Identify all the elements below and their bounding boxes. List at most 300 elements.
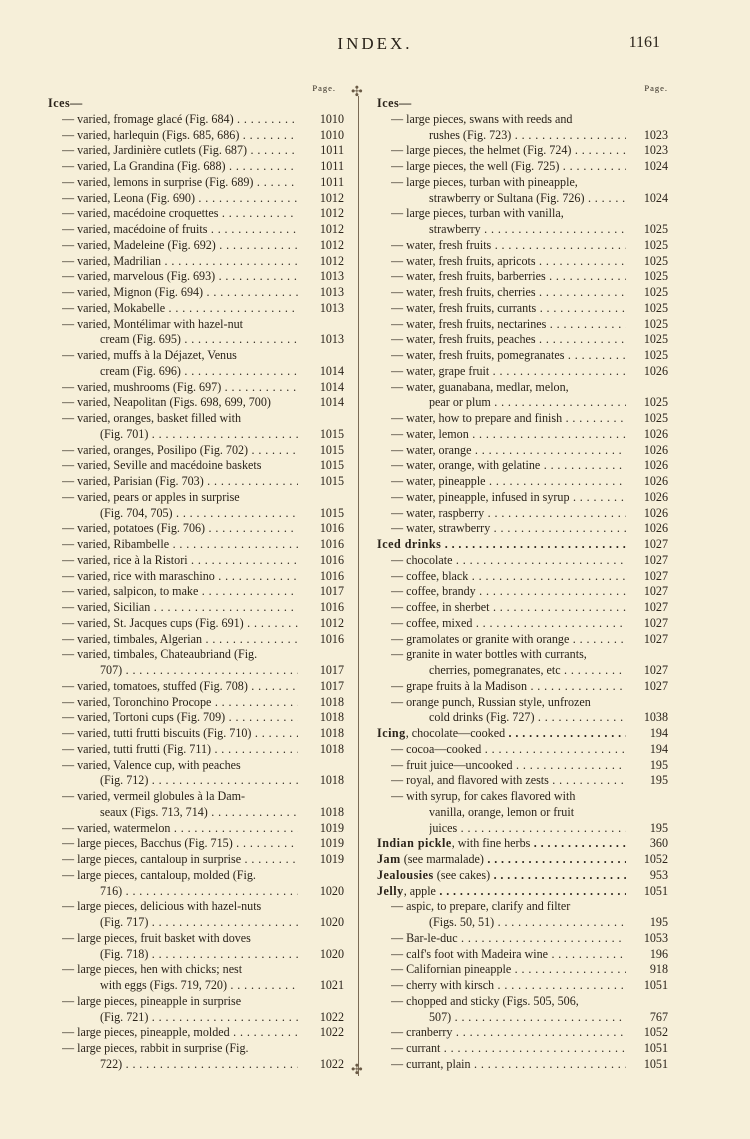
entry-page: 195: [649, 915, 668, 929]
entry-page: 1025: [643, 269, 668, 284]
index-entry: [48, 773, 344, 789]
entry-text: [391, 269, 626, 285]
entry-text: [391, 285, 626, 301]
index-entry: [377, 411, 668, 427]
entry-page: 196: [649, 946, 668, 961]
index-entry: [48, 1041, 344, 1057]
entry-heading: — varied, harlequin (Figs. 685, 686): [62, 127, 240, 142]
entry-text: [391, 506, 626, 522]
entry-text: [62, 1041, 298, 1057]
entry-text: [391, 742, 626, 758]
entry-text: [100, 427, 298, 443]
entry-text: [62, 348, 298, 364]
index-entry: [377, 269, 668, 285]
entry-heading: — varied, vermeil globules à la Dam-: [62, 789, 246, 803]
index-entry: [48, 96, 344, 112]
entry-text: [62, 899, 298, 915]
entry-page: 1026: [643, 363, 668, 378]
entry-text: [391, 632, 626, 648]
entry-text: [391, 962, 626, 978]
entry-text: [62, 600, 298, 616]
entry-page: 1027: [643, 552, 668, 567]
index-entry: [48, 758, 344, 774]
entry-page: 1027: [643, 537, 668, 551]
index-entry: [377, 600, 668, 616]
index-entry: [377, 632, 668, 648]
index-entry: [48, 348, 344, 364]
entry-page: 1015: [319, 458, 344, 473]
entry-page: 918: [649, 962, 668, 977]
entry-page: 1010: [319, 127, 344, 142]
entry-heading: cold drinks (Fig. 727): [429, 710, 535, 725]
entry-text: [62, 380, 298, 396]
entry-page: 1019: [319, 836, 344, 851]
entry-text: [62, 821, 298, 837]
entry-heading: Jealousies: [377, 867, 434, 882]
entry-heading: — varied, timbales, Algerian: [62, 631, 203, 646]
index-entry: [48, 143, 344, 159]
entry-page: 1027: [643, 663, 668, 677]
page-number: 1161: [628, 34, 660, 51]
index-entry: [48, 222, 344, 238]
entry-text: [62, 679, 298, 695]
entry-heading: Indian pickle: [377, 836, 452, 851]
entry-heading: 507): [429, 1009, 452, 1024]
index-entry: [377, 222, 668, 238]
index-entry: [377, 647, 668, 663]
entry-heading: — large pieces, swans with reeds and: [391, 111, 573, 126]
entry-text: [391, 994, 626, 1010]
entry-heading: — orange punch, Russian style, unfrozen: [391, 694, 591, 709]
left-page-column-header: Page.: [312, 83, 336, 93]
entry-page: 1014: [319, 379, 344, 394]
entry-page: 1022: [319, 1025, 344, 1040]
index-entry: [48, 364, 344, 380]
entry-page: 1015: [319, 474, 344, 488]
index-entry: [48, 994, 344, 1010]
entry-subtext: , apple: [403, 883, 436, 898]
entry-text: [100, 364, 298, 380]
entry-text: [100, 663, 298, 679]
index-entry: [48, 458, 344, 474]
index-entry: [48, 742, 344, 758]
entry-text: [377, 836, 626, 852]
entry-page: 1016: [319, 537, 344, 551]
entry-text: [62, 931, 298, 947]
entry-text: [62, 238, 298, 254]
entry-text: [391, 443, 626, 459]
entry-text: [62, 584, 298, 600]
index-entry: [48, 710, 344, 726]
entry-heading: — large pieces, turban with vanilla,: [391, 206, 564, 221]
entry-heading: — varied, Neapolitan (Figs. 698, 699, 700): [62, 395, 271, 410]
entry-heading: — large pieces, the helmet (Fig. 724): [391, 143, 572, 158]
entry-heading: — water, guanabana, medlar, melon,: [391, 379, 569, 394]
entry-page: 1025: [643, 300, 668, 315]
entry-text: [100, 332, 298, 348]
entry-heading: — water, fresh fruits, nectarines: [391, 316, 547, 331]
entry-page: 1025: [643, 395, 668, 410]
entry-heading: — water, raspberry: [391, 505, 485, 520]
entry-heading: — varied, fromage glacé (Fig. 684): [62, 111, 234, 126]
index-entry: [377, 301, 668, 317]
entry-text: [377, 96, 626, 112]
entry-heading: — varied, Madeleine (Fig. 692): [62, 237, 216, 252]
entry-text: [391, 254, 626, 270]
entry-heading: — varied, tutti frutti (Fig. 711): [62, 741, 212, 756]
entry-heading: pear or plum: [429, 395, 491, 410]
entry-text: [377, 537, 626, 553]
index-entry: [48, 380, 344, 396]
entry-text: [62, 994, 298, 1010]
entry-text: [100, 947, 298, 963]
entry-page: 1013: [319, 269, 344, 284]
entry-heading: — varied, Mokabelle: [62, 300, 166, 315]
entry-heading: — varied, Toronchino Procope: [62, 694, 212, 709]
entry-page: 1025: [643, 253, 668, 268]
entry-heading: — fruit juice—uncooked: [391, 757, 513, 772]
entry-heading: 707): [100, 663, 123, 677]
entry-page: 1014: [319, 395, 344, 410]
left-column: [48, 82, 344, 1073]
index-entry: [377, 742, 668, 758]
entry-subtext: , with fine herbs: [451, 836, 531, 851]
index-entry: [48, 301, 344, 317]
entry-heading: — cocoa—cooked: [391, 741, 482, 756]
entry-text: [377, 726, 626, 742]
entry-heading: — large pieces, fruit basket with doves: [62, 930, 251, 945]
entry-heading: Iced drinks: [377, 537, 442, 551]
entry-heading: — varied, pears or apples in surprise: [62, 489, 240, 504]
ornament-cross-icon: ✣: [351, 85, 363, 100]
entry-page: 1026: [643, 458, 668, 473]
entry-text: [429, 222, 626, 238]
index-entry: [377, 458, 668, 474]
page-header: [0, 34, 750, 60]
entry-text: [62, 443, 298, 459]
entry-heading: Jelly: [377, 883, 404, 898]
index-entry: [377, 805, 668, 821]
index-entry: [48, 490, 344, 506]
entry-text: [62, 285, 298, 301]
entry-text: [391, 931, 626, 947]
entry-heading: — coffee, brandy: [391, 584, 476, 599]
entry-heading: — large pieces, hen with chicks; nest: [62, 962, 243, 977]
entry-heading: — varied, mushrooms (Fig. 697): [62, 379, 222, 394]
entry-text: [62, 411, 298, 427]
index-entry: [48, 600, 344, 616]
index-entry: [377, 238, 668, 254]
entry-heading: — varied, watermelon: [62, 820, 171, 835]
entry-heading: — varied, potatoes (Fig. 706): [62, 521, 206, 536]
index-entry: [48, 191, 344, 207]
index-entry: [377, 443, 668, 459]
entry-heading: — varied, muffs à la Déjazet, Venus: [62, 348, 237, 362]
entry-text: [429, 395, 626, 411]
index-entry: [48, 663, 344, 679]
entry-page: 1025: [643, 316, 668, 331]
entry-heading: — large pieces, turban with pineapple,: [391, 174, 578, 189]
entry-page: 194: [649, 741, 668, 756]
entry-page: 1053: [643, 930, 668, 945]
entry-text: [62, 143, 298, 159]
entry-page: 1027: [643, 584, 668, 599]
entry-page: 1026: [643, 489, 668, 504]
entry-text: [429, 710, 626, 726]
entry-page: 1026: [643, 442, 668, 457]
entry-heading: — Bar-le-duc: [391, 930, 458, 945]
entry-text: [391, 143, 626, 159]
entry-heading: seaux (Figs. 713, 714): [100, 804, 208, 819]
entry-heading: — currant: [391, 1041, 441, 1055]
entry-heading: cream (Fig. 695): [100, 332, 181, 347]
index-entry: [48, 1057, 344, 1073]
index-entry: [48, 695, 344, 711]
entry-heading: — varied, salpicon, to make: [62, 584, 199, 599]
entry-text: [62, 710, 298, 726]
entry-text: [62, 474, 298, 490]
entry-page: 1027: [643, 631, 668, 646]
entry-heading: — varied, St. Jacques cups (Fig. 691): [62, 615, 244, 630]
index-entry: [377, 994, 668, 1010]
entry-page: 1020: [319, 915, 344, 929]
index-entry: [377, 521, 668, 537]
index-entry: [377, 726, 668, 742]
left-entries: [48, 96, 344, 1073]
entry-text: [48, 96, 298, 112]
entry-heading: — varied, macédoine croquettes: [62, 206, 219, 221]
index-entry: [377, 773, 668, 789]
entry-text: [391, 695, 626, 711]
entry-text: [62, 206, 298, 222]
index-entry: [48, 553, 344, 569]
entry-heading: Jam: [377, 852, 401, 866]
index-entry: [377, 553, 668, 569]
entry-heading: — varied, marvelous (Fig. 693): [62, 269, 216, 284]
index-entry: [48, 962, 344, 978]
entry-page: 1013: [319, 300, 344, 315]
right-entries: [377, 96, 668, 1073]
index-entry: [377, 474, 668, 490]
entry-page: 1019: [319, 852, 344, 866]
index-entry: [48, 427, 344, 443]
entry-text: [62, 301, 298, 317]
entry-text: [391, 238, 626, 254]
index-entry: [377, 191, 668, 207]
entry-page: 1051: [643, 1056, 668, 1071]
index-entry: [377, 254, 668, 270]
entry-page: 1016: [319, 631, 344, 646]
entry-page: 1025: [643, 237, 668, 252]
entry-heading: — coffee, black: [391, 568, 469, 583]
entry-text: [62, 191, 298, 207]
entry-text: [62, 254, 298, 270]
entry-heading: — varied, Valence cup, with peaches: [62, 757, 241, 772]
entry-text: [391, 679, 626, 695]
entry-text: [100, 884, 298, 900]
entry-text: [100, 805, 298, 821]
entry-text: [62, 537, 298, 553]
entry-subtext: , chocolate—cooked: [405, 726, 506, 740]
entry-text: [429, 821, 626, 837]
entry-text: [62, 742, 298, 758]
index-entry: [377, 899, 668, 915]
entry-heading: — varied, rice with maraschino: [62, 568, 215, 583]
index-entry: [377, 206, 668, 222]
index-entry: [48, 584, 344, 600]
entry-heading: (Fig. 721): [100, 1009, 149, 1024]
entry-heading: — varied, Jardinière cutlets (Fig. 687): [62, 143, 248, 158]
entry-heading: — varied, oranges, basket filled with: [62, 411, 242, 425]
entry-page: 1011: [320, 159, 344, 173]
column-divider: [358, 96, 359, 1076]
index-entry: [48, 789, 344, 805]
entry-heading: — varied, oranges, Posilipo (Fig. 702): [62, 442, 249, 457]
entry-page: 1026: [643, 474, 668, 488]
index-entry: [48, 852, 344, 868]
entry-page: 1018: [319, 710, 344, 725]
entry-text: [391, 112, 626, 128]
entry-heading: strawberry or Sultana (Fig. 726): [429, 190, 585, 205]
entry-heading: — water, strawberry: [391, 521, 491, 536]
entry-heading: — large pieces, cantaloup in surprise: [62, 852, 242, 866]
entry-page: 1051: [643, 1041, 668, 1055]
entry-page: 1018: [319, 773, 344, 788]
index-entry: [48, 112, 344, 128]
entry-heading: — aspic, to prepare, clarify and filter: [391, 899, 571, 914]
entry-text: [377, 884, 626, 900]
index-entry: [377, 915, 668, 931]
entry-heading: — varied, rice à la Ristori: [62, 552, 188, 567]
entry-text: [62, 836, 298, 852]
entry-text: [429, 191, 626, 207]
entry-text: [62, 458, 298, 474]
entry-text: [100, 978, 298, 994]
entry-page: 195: [649, 820, 668, 835]
entry-heading: — varied, macédoine of fruits: [62, 222, 208, 236]
index-entry: [48, 569, 344, 585]
entry-page: 1017: [319, 678, 344, 693]
index-entry: [377, 978, 668, 994]
entry-page: 1017: [319, 663, 344, 677]
entry-heading: — varied, tutti frutti biscuits (Fig. 710): [62, 726, 252, 740]
entry-text: [391, 1057, 626, 1073]
entry-page: 1017: [319, 584, 344, 599]
index-entry: [48, 159, 344, 175]
entry-heading: Ices—: [48, 96, 83, 110]
entry-heading: — varied, tomatoes, stuffed (Fig. 708): [62, 678, 248, 693]
index-entry: [48, 821, 344, 837]
index-entry: [48, 537, 344, 553]
index-entry: [48, 285, 344, 301]
entry-page: 1012: [319, 615, 344, 630]
entry-subtext: (see cakes): [433, 867, 491, 882]
index-entry: [377, 789, 668, 805]
entry-text: [100, 1057, 298, 1073]
index-entry: [48, 915, 344, 931]
entry-page: 194: [649, 726, 668, 740]
index-entry: [377, 868, 668, 884]
entry-page: 1022: [319, 1056, 344, 1071]
index-entry: [377, 884, 668, 900]
entry-heading: — water, pineapple: [391, 474, 486, 488]
entry-page: 1018: [319, 726, 344, 740]
index-entry: [48, 616, 344, 632]
entry-page: 1020: [319, 946, 344, 961]
entry-page: 1016: [319, 600, 344, 614]
entry-page: 1038: [643, 710, 668, 725]
entry-text: [429, 128, 626, 144]
index-entry: [48, 206, 344, 222]
entry-page: 1023: [643, 127, 668, 142]
entry-heading: — varied, Montélimar with hazel-nut: [62, 316, 244, 331]
index-entry: [48, 726, 344, 742]
entry-text: [377, 868, 626, 884]
entry-text: [391, 758, 626, 774]
entry-text: [391, 348, 626, 364]
entry-page: 1012: [319, 253, 344, 268]
entry-heading: (Fig. 704, 705): [100, 505, 173, 520]
entry-text: [100, 773, 298, 789]
index-entry: [377, 758, 668, 774]
entry-heading: 716): [100, 883, 123, 898]
entry-text: [62, 569, 298, 585]
entry-heading: — chocolate: [391, 552, 453, 567]
entry-heading: (Fig. 717): [100, 915, 149, 929]
entry-text: [62, 490, 298, 506]
index-entry: [377, 112, 668, 128]
entry-heading: — large pieces, cantaloup, molded (Fig.: [62, 867, 256, 882]
entry-heading: — granite in water bottles with currants,: [391, 647, 587, 662]
entry-text: [391, 569, 626, 585]
entry-heading: — gramolates or granite with orange: [391, 631, 570, 646]
index-entry: [377, 947, 668, 963]
entry-heading: — water, how to prepare and finish: [391, 411, 563, 425]
entry-text: [391, 773, 626, 789]
entry-text: [391, 380, 626, 396]
entry-page: 1023: [643, 143, 668, 158]
entry-heading: — water, fresh fruits, pomegranates: [391, 348, 565, 362]
entry-text: [62, 632, 298, 648]
entry-heading: — varied, Madrilian: [62, 253, 162, 268]
index-entry: [48, 836, 344, 852]
index-entry: [377, 1057, 668, 1073]
entry-text: [391, 474, 626, 490]
entry-heading: — royal, and flavored with zests: [391, 773, 549, 788]
entry-heading: — water, fresh fruits: [391, 237, 492, 252]
index-entry: [48, 317, 344, 333]
entry-page: 1011: [320, 143, 344, 158]
index-entry: [48, 395, 344, 411]
entry-heading: — large pieces, Bacchus (Fig. 715): [62, 836, 233, 851]
entry-subtext: (see marmalade): [400, 852, 484, 866]
entry-heading: strawberry: [429, 222, 481, 236]
entry-text: [391, 978, 626, 994]
entry-heading: — varied, Seville and macédoine baskets: [62, 458, 262, 473]
entry-text: [391, 616, 626, 632]
entry-heading: — large pieces, delicious with hazel-nuts: [62, 899, 262, 914]
entry-text: [391, 553, 626, 569]
entry-page: 1024: [643, 190, 668, 205]
index-entry: [48, 254, 344, 270]
index-entry: [377, 616, 668, 632]
index-entry: [377, 395, 668, 411]
entry-page: 767: [649, 1009, 668, 1024]
entry-heading: — varied, Tortoni cups (Fig. 709): [62, 710, 226, 725]
index-entry: [48, 805, 344, 821]
entry-text: [391, 490, 626, 506]
entry-heading: — large pieces, rabbit in surprise (Fig.: [62, 1041, 249, 1055]
